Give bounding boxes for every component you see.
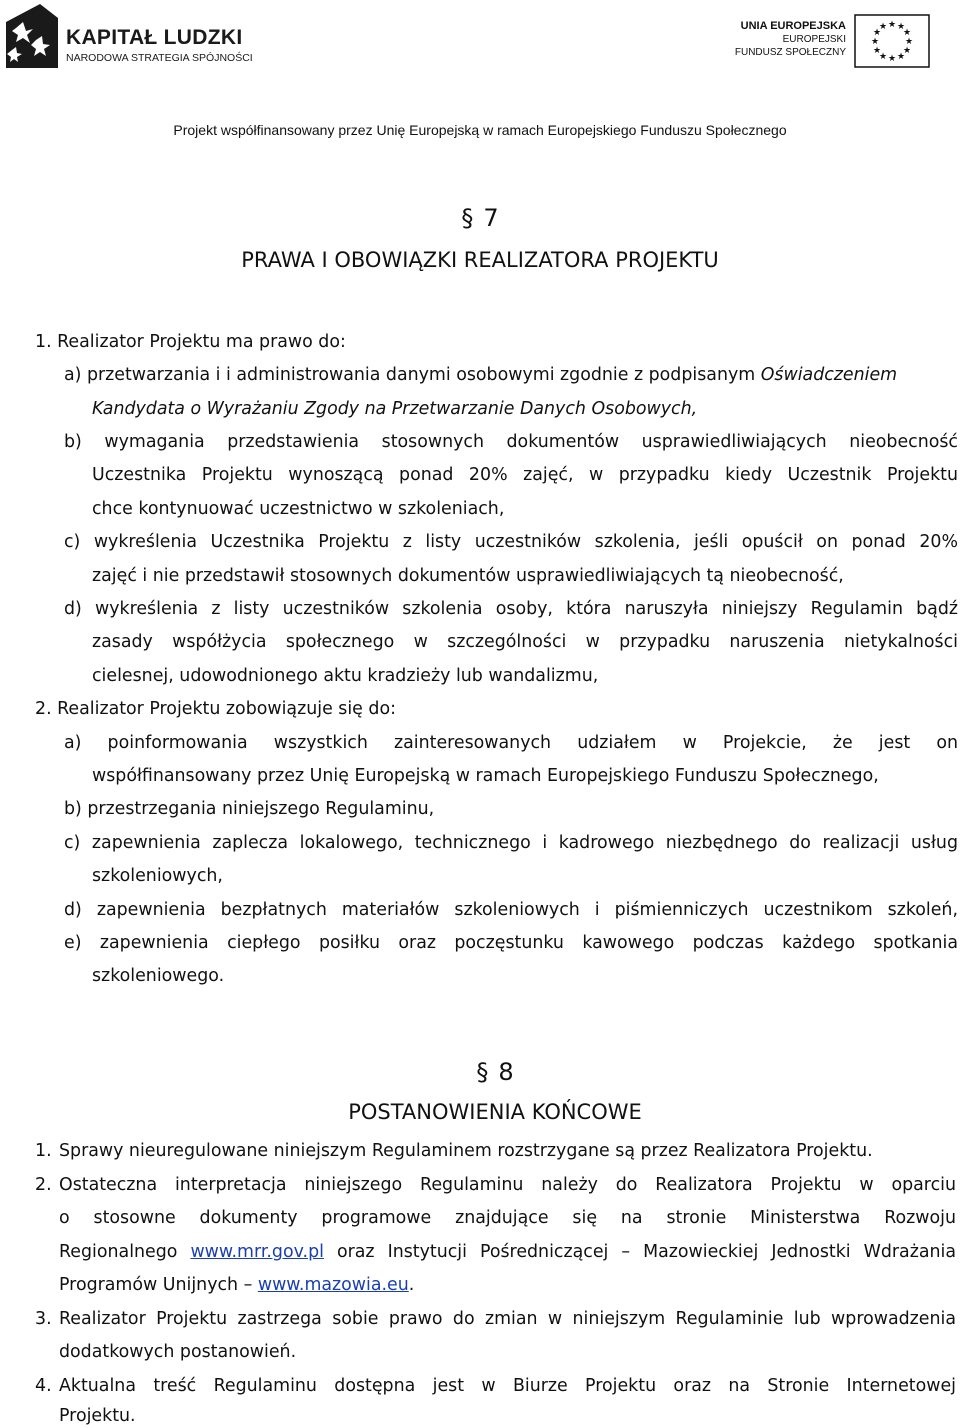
list-item: e) zapewnienia ciepłego posiłku oraz poczęstunku kawowego podczas każdego spotkania xyxy=(64,933,958,953)
list-number: 1. xyxy=(35,1141,52,1161)
svg-text:★: ★ xyxy=(878,22,888,32)
svg-text:★: ★ xyxy=(887,54,897,64)
document-name: Oświadczeniem xyxy=(760,365,898,385)
mrr-link[interactable]: www.mrr.gov.pl xyxy=(190,1242,324,1262)
list-number: 2. xyxy=(35,1175,52,1195)
list-item-continuation: współfinansowany przez Unię Europejską w ramach Europejskiego Funduszu Społecznego, xyxy=(92,766,879,786)
list-item: b) przestrzegania niniejszego Regulaminu, xyxy=(64,799,435,819)
list-item: c) zapewnienia zaplecza lokalowego, technicznego i kadrowego niezbędnego do realizacji usług xyxy=(64,833,958,853)
list-number: 3. xyxy=(35,1309,52,1329)
list-item: Aktualna treść Regulaminu dostępna jest w Biurze Projektu oraz na Stronie Internetowej xyxy=(59,1376,956,1396)
svg-text:★: ★ xyxy=(878,52,888,62)
list-item: Realizator Projektu zastrzega sobie prawo do zmian w niniejszym Regulaminie lub wprowadzenia xyxy=(59,1309,956,1329)
list-item-continuation: szkoleniowych, xyxy=(92,866,223,886)
list-item: c) wykreślenia Uczestnika Projektu z listy uczestników szkolenia, jeśli opuścił on ponad 20% xyxy=(64,532,958,552)
list-item: d) zapewnienia bezpłatnych materiałów szkoleniowych i piśmienniczych uczestnikom szkoleń, xyxy=(64,900,958,920)
list-item-continuation: o stosowne dokumenty programowe znajdujące się na stronie Ministerstwa Rozwoju xyxy=(59,1208,956,1228)
mazowia-link[interactable]: www.mazowia.eu xyxy=(257,1275,409,1295)
list-item: a) poinformowania wszystkich zainteresowanych udziałem w Projekcie, że jest on xyxy=(64,733,958,753)
list-item: 2. Realizator Projektu zobowiązuje się do: xyxy=(35,699,396,719)
list-item: a) przetwarzania i i administrowania danymi osobowymi zgodnie z podpisanym Oświadczeniem xyxy=(64,365,898,385)
kapital-ludzki-title: KAPITAŁ LUDZKI xyxy=(66,26,243,49)
list-item-continuation: dodatkowych postanowień. xyxy=(59,1342,297,1362)
eu-logo xyxy=(736,10,936,72)
svg-text:★: ★ xyxy=(872,46,882,56)
list-number: 4. xyxy=(35,1376,52,1396)
svg-text:★: ★ xyxy=(872,28,882,38)
kapital-ludzki-subtitle: NARODOWA STRATEGIA SPÓJNOŚCI xyxy=(66,52,253,64)
section-8-title: POSTANOWIENIA KOŃCOWE xyxy=(348,1100,642,1124)
list-item-continuation: zajęć i nie przedstawił stosownych dokumentów usprawiedliwiających tą nieobecność, xyxy=(92,566,844,586)
eu-logo-line2: EUROPEJSKI xyxy=(782,34,846,45)
list-item: Ostateczna interpretacja niniejszego Regulaminu należy do Realizatora Projektu w oparciu xyxy=(59,1175,956,1195)
list-item-continuation: Kandydata o Wyrażaniu Zgody na Przetwarzanie Danych Osobowych, xyxy=(92,399,698,419)
section-7-number xyxy=(0,204,960,232)
list-item: d) wykreślenia z listy uczestników szkolenia osoby, która naruszyła niniejszy Regulamin bądź xyxy=(64,599,958,619)
svg-text:★: ★ xyxy=(904,37,914,47)
list-item-continuation: Projektu. xyxy=(59,1406,136,1426)
svg-text:★: ★ xyxy=(887,20,897,30)
eu-logo-line3: FUNDUSZ SPOŁECZNY xyxy=(734,47,846,58)
kapital-ludzki-emblem-icon xyxy=(6,4,58,68)
eu-flag-icon xyxy=(854,14,930,68)
svg-text:★: ★ xyxy=(870,37,880,47)
list-item: Sprawy nieuregulowane niniejszym Regulaminem rozstrzygane są przez Realizatora Projektu. xyxy=(59,1141,873,1161)
list-item-continuation: cielesnej, udowodnionego aktu kradzieży lub wandalizmu, xyxy=(92,666,599,686)
kapital-ludzki-logo xyxy=(6,4,276,74)
list-item: b) wymagania przedstawienia stosownych dokumentów usprawiedliwiających nieobecność xyxy=(64,432,958,452)
section-7-title: PRAWA I OBOWIĄZKI REALIZATORA PROJEKTU xyxy=(241,248,719,272)
section-number: 8 xyxy=(498,1058,514,1086)
list-item: 1. Realizator Projektu ma prawo do: xyxy=(35,332,346,352)
list-item-continuation: chce kontynuować uczestnictwo w szkoleniach, xyxy=(92,499,505,519)
list-item-continuation: Regionalnego www.mrr.gov.pl oraz Instytucji Pośredniczącej – Mazowieckiej Jednostki Wdrażania xyxy=(59,1242,956,1262)
svg-text:★: ★ xyxy=(902,46,912,56)
page-header xyxy=(0,0,960,80)
svg-text:★: ★ xyxy=(902,28,912,38)
svg-text:★: ★ xyxy=(896,52,906,62)
section-8-number xyxy=(15,1058,960,1086)
section-sign: § xyxy=(476,1058,489,1086)
cofinancing-note: Projekt współfinansowany przez Unię Europejską w ramach Europejskiego Funduszu Społecznego xyxy=(173,122,787,138)
svg-text:★: ★ xyxy=(896,22,906,32)
section-number: 7 xyxy=(483,204,499,232)
list-item-continuation: Programów Unijnych – www.mazowia.eu. xyxy=(59,1275,415,1295)
list-item-continuation: Uczestnika Projektu wynoszącą ponad 20% zajęć, w przypadku kiedy Uczestnik Projektu xyxy=(92,465,958,485)
list-item-continuation: szkoleniowego. xyxy=(92,966,225,986)
list-item-continuation: zasady współżycia społecznego w szczególności w przypadku naruszenia nietykalności xyxy=(92,632,958,652)
section-sign: § xyxy=(461,204,474,232)
eu-logo-line1: UNIA EUROPEJSKA xyxy=(740,20,846,32)
